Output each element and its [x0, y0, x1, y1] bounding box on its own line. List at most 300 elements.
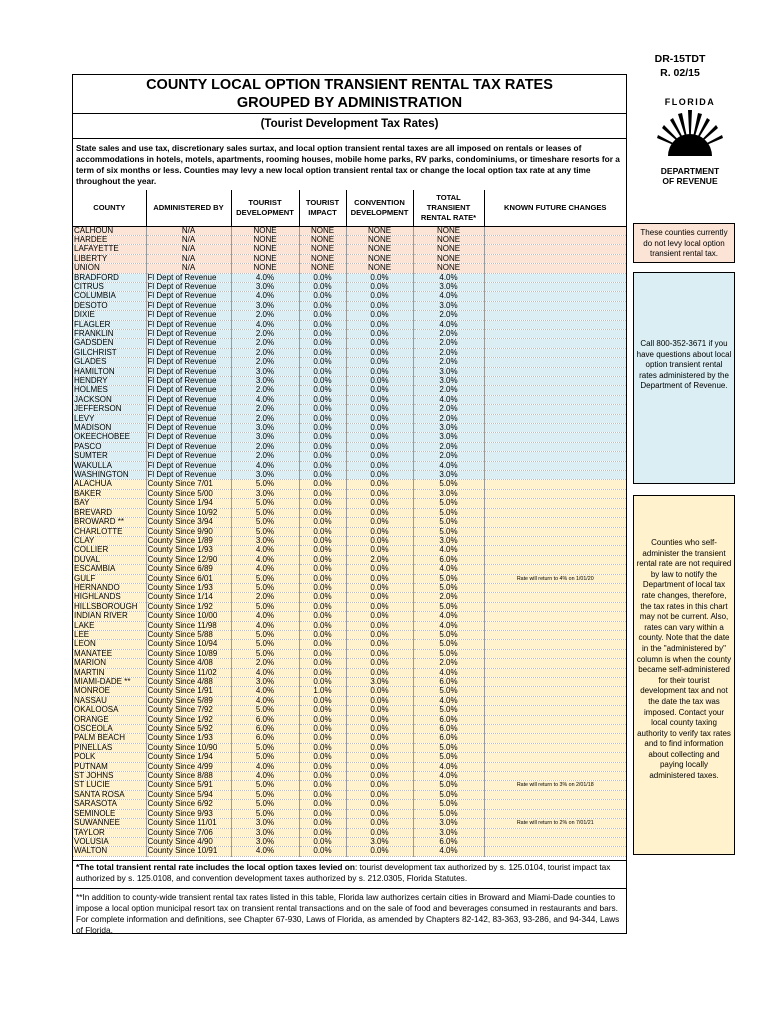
- cell-county: SANTA ROSA: [73, 790, 146, 799]
- cell-county: BREVARD: [73, 508, 146, 517]
- cell-total: 4.0%: [413, 320, 484, 329]
- cell-total: 4.0%: [413, 621, 484, 630]
- cell-admin: Fl Dept of Revenue: [146, 292, 231, 301]
- cell-convention: 0.0%: [346, 819, 413, 828]
- cell-convention: 0.0%: [346, 640, 413, 649]
- cell-tourist-dev: 3.0%: [231, 828, 299, 837]
- cell-convention: 0.0%: [346, 301, 413, 310]
- cell-tourist-dev: 5.0%: [231, 640, 299, 649]
- table-row: [73, 480, 626, 489]
- cell-convention: 0.0%: [346, 329, 413, 338]
- cell-total: NONE: [413, 245, 484, 254]
- subtitle: (Tourist Development Tax Rates): [260, 118, 439, 130]
- cell-tourist-dev: 5.0%: [231, 574, 299, 583]
- table-row: [73, 527, 626, 536]
- cell-tourist-impact: NONE: [299, 226, 346, 235]
- cell-convention: 0.0%: [346, 386, 413, 395]
- table-row: [73, 837, 626, 846]
- cell-admin: N/A: [146, 245, 231, 254]
- cell-convention: 0.0%: [346, 536, 413, 545]
- col-header-tourist-impact: TOURIST IMPACT: [299, 190, 346, 226]
- cell-future: [484, 386, 626, 395]
- table-row: [73, 358, 626, 367]
- cell-tourist-dev: 4.0%: [231, 612, 299, 621]
- cell-tourist-dev: 3.0%: [231, 837, 299, 846]
- cell-tourist-impact: 0.0%: [299, 536, 346, 545]
- table-row: [73, 508, 626, 517]
- cell-future: [484, 696, 626, 705]
- cell-future: [484, 809, 626, 818]
- cell-future: [484, 405, 626, 414]
- cell-admin: Fl Dept of Revenue: [146, 442, 231, 451]
- cell-future: [484, 847, 626, 856]
- cell-future: [484, 668, 626, 677]
- cell-admin: County Since 10/89: [146, 649, 231, 658]
- cell-county: FLAGLER: [73, 320, 146, 329]
- cell-tourist-dev: 4.0%: [231, 461, 299, 470]
- cell-admin: County Since 6/92: [146, 800, 231, 809]
- cell-convention: 0.0%: [346, 348, 413, 357]
- cell-tourist-impact: 0.0%: [299, 593, 346, 602]
- table-row: [73, 828, 626, 837]
- cell-future: [484, 301, 626, 310]
- cell-tourist-dev: 5.0%: [231, 809, 299, 818]
- cell-future: [484, 772, 626, 781]
- table-row: [73, 574, 626, 583]
- table-row: [73, 696, 626, 705]
- cell-tourist-impact: 0.0%: [299, 612, 346, 621]
- cell-future: [484, 292, 626, 301]
- cell-tourist-dev: 2.0%: [231, 348, 299, 357]
- title-line1: COUNTY LOCAL OPTION TRANSIENT RENTAL TAX RATES: [146, 77, 553, 93]
- cell-tourist-impact: 0.0%: [299, 386, 346, 395]
- cell-admin: County Since 10/94: [146, 640, 231, 649]
- cell-future: [484, 593, 626, 602]
- cell-total: 5.0%: [413, 518, 484, 527]
- cell-tourist-impact: 0.0%: [299, 471, 346, 480]
- cell-tourist-dev: 3.0%: [231, 471, 299, 480]
- cell-tourist-impact: 0.0%: [299, 339, 346, 348]
- cell-county: ST JOHNS: [73, 772, 146, 781]
- cell-admin: County Since 4/99: [146, 762, 231, 771]
- table-row: [73, 235, 626, 244]
- cell-future: [484, 471, 626, 480]
- cell-tourist-impact: 0.0%: [299, 574, 346, 583]
- form-revision: R. 02/15: [660, 67, 700, 79]
- cell-admin: County Since 10/90: [146, 743, 231, 752]
- cell-convention: 0.0%: [346, 358, 413, 367]
- cell-future: [484, 565, 626, 574]
- note-self-administered: Counties who self-administer the transient rental rate are not required by law to notify the Department of local tax rate changes, therefore, the tax rates in this chart may not be current. Also, rates can vary within a county. Note that the date in the "administered by" column is when the county became self-administered for their tourist development tax and not the date the tax was imposed. Contact your local county taxing authority to verify tax rates and to find information about collecting and paying locally administered taxes.: [633, 495, 735, 855]
- table-row: [73, 715, 626, 724]
- cell-future: [484, 329, 626, 338]
- cell-admin: County Since 6/01: [146, 574, 231, 583]
- cell-admin: County Since 1/92: [146, 602, 231, 611]
- cell-tourist-dev: 2.0%: [231, 311, 299, 320]
- cell-admin: N/A: [146, 254, 231, 263]
- cell-total: 3.0%: [413, 282, 484, 291]
- divider: [72, 888, 627, 889]
- cell-county: GULF: [73, 574, 146, 583]
- cell-tourist-impact: 0.0%: [299, 790, 346, 799]
- cell-total: 5.0%: [413, 753, 484, 762]
- florida-dor-logo: [640, 94, 740, 194]
- cell-county: HERNANDO: [73, 583, 146, 592]
- cell-convention: 0.0%: [346, 405, 413, 414]
- cell-admin: Fl Dept of Revenue: [146, 311, 231, 320]
- table-row: [73, 442, 626, 451]
- divider: [72, 860, 627, 861]
- col-header-county: COUNTY: [93, 202, 126, 212]
- cell-total: 3.0%: [413, 819, 484, 828]
- table-row: [73, 489, 626, 498]
- rates-table-body: [73, 226, 626, 856]
- cell-tourist-impact: 0.0%: [299, 678, 346, 687]
- table-row: [73, 282, 626, 291]
- cell-tourist-impact: 0.0%: [299, 452, 346, 461]
- cell-tourist-dev: NONE: [231, 254, 299, 263]
- cell-total: 6.0%: [413, 837, 484, 846]
- cell-county: MARION: [73, 659, 146, 668]
- cell-total: 3.0%: [413, 424, 484, 433]
- cell-total: 5.0%: [413, 574, 484, 583]
- table-row: [73, 518, 626, 527]
- cell-tourist-impact: 0.0%: [299, 696, 346, 705]
- cell-admin: County Since 4/88: [146, 678, 231, 687]
- page-title: [72, 76, 627, 112]
- cell-total: 4.0%: [413, 395, 484, 404]
- table-row: [73, 414, 626, 423]
- cell-future: [484, 339, 626, 348]
- cell-convention: 2.0%: [346, 555, 413, 564]
- cell-tourist-impact: 0.0%: [299, 668, 346, 677]
- cell-admin: County Since 11/01: [146, 819, 231, 828]
- cell-tourist-impact: 0.0%: [299, 753, 346, 762]
- cell-total: 5.0%: [413, 602, 484, 611]
- cell-total: 2.0%: [413, 659, 484, 668]
- cell-tourist-dev: 2.0%: [231, 452, 299, 461]
- cell-total: 3.0%: [413, 536, 484, 545]
- cell-county: CHARLOTTE: [73, 527, 146, 536]
- cell-tourist-impact: 0.0%: [299, 301, 346, 310]
- cell-tourist-impact: 0.0%: [299, 819, 346, 828]
- table-row: [73, 536, 626, 545]
- cell-tourist-impact: 0.0%: [299, 348, 346, 357]
- cell-admin: Fl Dept of Revenue: [146, 282, 231, 291]
- cell-tourist-dev: 4.0%: [231, 555, 299, 564]
- cell-total: NONE: [413, 264, 484, 273]
- logo-dept-line2: OF REVENUE: [662, 176, 718, 186]
- cell-total: 3.0%: [413, 471, 484, 480]
- table-row: [73, 762, 626, 771]
- cell-total: NONE: [413, 254, 484, 263]
- cell-future: [484, 546, 626, 555]
- cell-admin: Fl Dept of Revenue: [146, 424, 231, 433]
- cell-total: 3.0%: [413, 433, 484, 442]
- cell-county: WALTON: [73, 847, 146, 856]
- cell-tourist-dev: 5.0%: [231, 800, 299, 809]
- cell-tourist-impact: 0.0%: [299, 659, 346, 668]
- cell-total: 2.0%: [413, 339, 484, 348]
- cell-tourist-dev: 3.0%: [231, 678, 299, 687]
- cell-future: [484, 555, 626, 564]
- cell-total: 4.0%: [413, 668, 484, 677]
- table-row: [73, 612, 626, 621]
- cell-convention: 0.0%: [346, 734, 413, 743]
- cell-convention: 0.0%: [346, 433, 413, 442]
- cell-future: [484, 715, 626, 724]
- cell-tourist-impact: 0.0%: [299, 602, 346, 611]
- cell-admin: County Since 1/94: [146, 753, 231, 762]
- cell-tourist-dev: 5.0%: [231, 583, 299, 592]
- cell-tourist-dev: 3.0%: [231, 282, 299, 291]
- cell-total: 4.0%: [413, 461, 484, 470]
- table-row: [73, 377, 626, 386]
- table-row: [73, 725, 626, 734]
- cell-county: COLLIER: [73, 546, 146, 555]
- cell-admin: County Since 1/93: [146, 583, 231, 592]
- cell-tourist-dev: 5.0%: [231, 706, 299, 715]
- cell-county: DIXIE: [73, 311, 146, 320]
- cell-total: 3.0%: [413, 489, 484, 498]
- cell-future: [484, 311, 626, 320]
- cell-county: TAYLOR: [73, 828, 146, 837]
- cell-total: 5.0%: [413, 781, 484, 790]
- footnote-total-rate-text: : tourist development tax authorized by s. 125.0104, tourist impact tax authorized by s. 125.0108, and convention development taxes authorized by s. 212.0305, Florida Statutes.: [76, 862, 611, 883]
- cell-tourist-dev: 3.0%: [231, 377, 299, 386]
- cell-convention: 0.0%: [346, 725, 413, 734]
- cell-tourist-dev: 5.0%: [231, 790, 299, 799]
- cell-admin: Fl Dept of Revenue: [146, 358, 231, 367]
- cell-county: MANATEE: [73, 649, 146, 658]
- cell-admin: Fl Dept of Revenue: [146, 301, 231, 310]
- cell-future: [484, 348, 626, 357]
- cell-tourist-impact: 0.0%: [299, 762, 346, 771]
- cell-convention: NONE: [346, 226, 413, 235]
- cell-admin: Fl Dept of Revenue: [146, 377, 231, 386]
- cell-convention: 0.0%: [346, 621, 413, 630]
- cell-county: GILCHRIST: [73, 348, 146, 357]
- cell-county: SEMINOLE: [73, 809, 146, 818]
- cell-total: 5.0%: [413, 809, 484, 818]
- cell-admin: County Since 7/92: [146, 706, 231, 715]
- cell-future: [484, 743, 626, 752]
- cell-tourist-dev: 2.0%: [231, 659, 299, 668]
- cell-tourist-dev: 3.0%: [231, 819, 299, 828]
- table-row: [73, 264, 626, 273]
- cell-tourist-dev: 4.0%: [231, 847, 299, 856]
- cell-tourist-dev: 4.0%: [231, 273, 299, 282]
- cell-total: 4.0%: [413, 546, 484, 555]
- form-number: DR-15TDT: [654, 53, 706, 65]
- cell-future: [484, 753, 626, 762]
- cell-total: 4.0%: [413, 292, 484, 301]
- cell-tourist-dev: 3.0%: [231, 424, 299, 433]
- cell-convention: 0.0%: [346, 442, 413, 451]
- cell-convention: 0.0%: [346, 668, 413, 677]
- cell-tourist-dev: 4.0%: [231, 395, 299, 404]
- cell-total: 4.0%: [413, 612, 484, 621]
- cell-tourist-dev: 5.0%: [231, 499, 299, 508]
- cell-tourist-impact: 0.0%: [299, 725, 346, 734]
- cell-tourist-dev: 5.0%: [231, 508, 299, 517]
- cell-total: 5.0%: [413, 583, 484, 592]
- cell-tourist-impact: 0.0%: [299, 461, 346, 470]
- cell-future: [484, 612, 626, 621]
- cell-future: [484, 621, 626, 630]
- cell-county: DUVAL: [73, 555, 146, 564]
- cell-future: [484, 583, 626, 592]
- cell-county: FRANKLIN: [73, 329, 146, 338]
- cell-county: SARASOTA: [73, 800, 146, 809]
- table-row: [73, 273, 626, 282]
- cell-admin: County Since 5/00: [146, 489, 231, 498]
- table-row: [73, 819, 626, 828]
- cell-tourist-impact: 0.0%: [299, 546, 346, 555]
- cell-tourist-impact: 0.0%: [299, 395, 346, 404]
- table-row: [73, 405, 626, 414]
- cell-admin: N/A: [146, 264, 231, 273]
- cell-total: 4.0%: [413, 565, 484, 574]
- table-row: [73, 292, 626, 301]
- table-row: [73, 809, 626, 818]
- cell-tourist-impact: 0.0%: [299, 706, 346, 715]
- cell-tourist-impact: 0.0%: [299, 518, 346, 527]
- cell-county: CALHOUN: [73, 226, 146, 235]
- cell-convention: 0.0%: [346, 753, 413, 762]
- cell-tourist-dev: 2.0%: [231, 442, 299, 451]
- cell-tourist-impact: 0.0%: [299, 772, 346, 781]
- table-row: [73, 565, 626, 574]
- cell-total: 6.0%: [413, 734, 484, 743]
- cell-convention: 0.0%: [346, 659, 413, 668]
- cell-tourist-impact: 0.0%: [299, 273, 346, 282]
- cell-future: [484, 828, 626, 837]
- cell-tourist-dev: 5.0%: [231, 518, 299, 527]
- cell-county: HIGHLANDS: [73, 593, 146, 602]
- table-row: [73, 329, 626, 338]
- cell-tourist-impact: 0.0%: [299, 311, 346, 320]
- cell-admin: County Since 4/90: [146, 837, 231, 846]
- cell-county: ALACHUA: [73, 480, 146, 489]
- cell-total: 3.0%: [413, 301, 484, 310]
- cell-county: MARTIN: [73, 668, 146, 677]
- cell-future: [484, 254, 626, 263]
- cell-total: 5.0%: [413, 706, 484, 715]
- cell-total: 6.0%: [413, 555, 484, 564]
- cell-tourist-impact: 0.0%: [299, 282, 346, 291]
- cell-admin: County Since 7/06: [146, 828, 231, 837]
- cell-convention: 0.0%: [346, 471, 413, 480]
- cell-tourist-dev: 6.0%: [231, 734, 299, 743]
- cell-admin: County Since 11/02: [146, 668, 231, 677]
- table-row: [73, 226, 626, 235]
- cell-county: ST LUCIE: [73, 781, 146, 790]
- footnote-total-rate: [76, 862, 624, 884]
- cell-tourist-impact: 0.0%: [299, 781, 346, 790]
- cell-admin: Fl Dept of Revenue: [146, 273, 231, 282]
- cell-total: 5.0%: [413, 800, 484, 809]
- cell-convention: 0.0%: [346, 273, 413, 282]
- cell-convention: 0.0%: [346, 649, 413, 658]
- cell-convention: 0.0%: [346, 527, 413, 536]
- cell-county: GADSDEN: [73, 339, 146, 348]
- cell-future: Rate will return to 4% on 1/01/20: [484, 574, 626, 583]
- cell-future: [484, 837, 626, 846]
- cell-convention: 0.0%: [346, 452, 413, 461]
- cell-county: OSCEOLA: [73, 725, 146, 734]
- cell-total: 3.0%: [413, 377, 484, 386]
- cell-future: [484, 461, 626, 470]
- cell-county: BROWARD **: [73, 518, 146, 527]
- cell-future: [484, 649, 626, 658]
- note-no-tax: These counties currently do not levy local option transient rental tax.: [633, 223, 735, 263]
- cell-future: [484, 273, 626, 282]
- table-row: [73, 395, 626, 404]
- cell-admin: County Since 5/92: [146, 725, 231, 734]
- table-row: [73, 348, 626, 357]
- cell-tourist-dev: 5.0%: [231, 480, 299, 489]
- cell-county: LEON: [73, 640, 146, 649]
- cell-county: MADISON: [73, 424, 146, 433]
- cell-tourist-impact: 0.0%: [299, 433, 346, 442]
- cell-total: 6.0%: [413, 725, 484, 734]
- cell-future: [484, 508, 626, 517]
- cell-future: Rate will return to 3% on 2/01/18: [484, 781, 626, 790]
- cell-convention: 0.0%: [346, 612, 413, 621]
- cell-county: HOLMES: [73, 386, 146, 395]
- cell-convention: 0.0%: [346, 602, 413, 611]
- table-row: [73, 452, 626, 461]
- table-row: [73, 245, 626, 254]
- cell-county: ESCAMBIA: [73, 565, 146, 574]
- cell-tourist-dev: 5.0%: [231, 743, 299, 752]
- table-row: [73, 772, 626, 781]
- cell-future: [484, 358, 626, 367]
- cell-county: MONROE: [73, 687, 146, 696]
- cell-total: 4.0%: [413, 762, 484, 771]
- cell-future: [484, 659, 626, 668]
- cell-convention: 0.0%: [346, 847, 413, 856]
- cell-convention: 0.0%: [346, 762, 413, 771]
- table-row: [73, 546, 626, 555]
- cell-admin: County Since 1/93: [146, 734, 231, 743]
- rates-table: [73, 190, 626, 857]
- cell-county: POLK: [73, 753, 146, 762]
- col-header-convention: CONVENTION DEVELOPMENT: [346, 190, 413, 226]
- table-row: [73, 254, 626, 263]
- cell-admin: County Since 1/94: [146, 499, 231, 508]
- cell-convention: 0.0%: [346, 311, 413, 320]
- table-row: [73, 471, 626, 480]
- cell-admin: Fl Dept of Revenue: [146, 348, 231, 357]
- cell-tourist-impact: 0.0%: [299, 405, 346, 414]
- table-row: [73, 555, 626, 564]
- cell-tourist-dev: 2.0%: [231, 358, 299, 367]
- cell-tourist-impact: 0.0%: [299, 630, 346, 639]
- table-row: [73, 339, 626, 348]
- footnote-total-rate-bold: *The total transient rental rate includes the local option taxes levied on: [76, 862, 355, 872]
- cell-convention: 0.0%: [346, 367, 413, 376]
- cell-convention: 0.0%: [346, 546, 413, 555]
- cell-county: LAFAYETTE: [73, 245, 146, 254]
- cell-tourist-impact: 1.0%: [299, 687, 346, 696]
- sunburst-icon: [640, 94, 740, 194]
- cell-county: BAKER: [73, 489, 146, 498]
- cell-tourist-dev: NONE: [231, 264, 299, 273]
- footnote-municipal-resort: **In addition to county-wide transient rental tax rates listed in this table, Florida law authorizes certain cities in Broward and Miami-Dade counties to impose a local option municipal resort tax on transient rental transactions and on the sale of food and beverages consumed in restaurants and bars. For complete information and definitions, see Chapter 67-930, Laws of Florida, as amended by Chapters 82-142, 83-363, 93-286, and 94-344, Laws of Florida.: [76, 892, 620, 935]
- cell-admin: Fl Dept of Revenue: [146, 339, 231, 348]
